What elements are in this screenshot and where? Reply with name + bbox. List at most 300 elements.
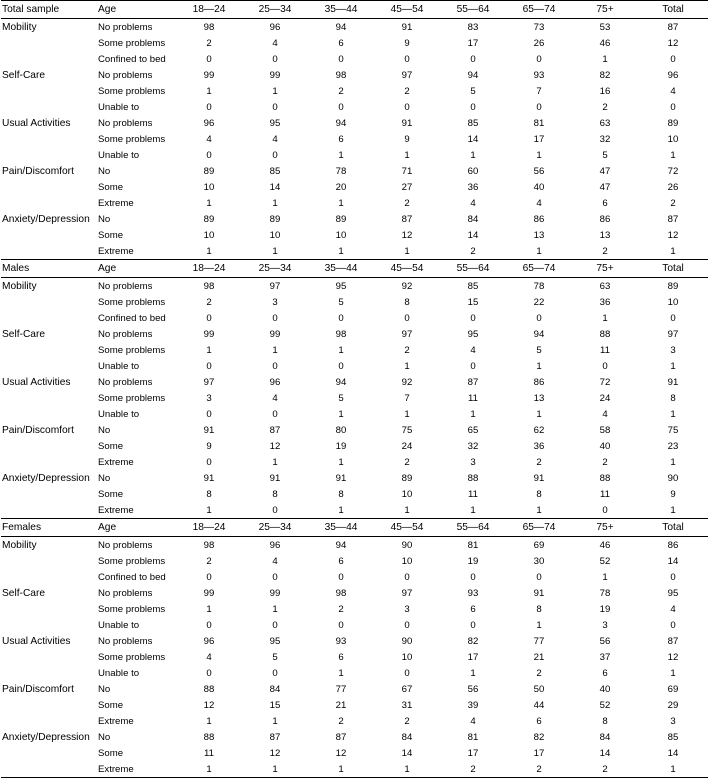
value-cell: 5 [536, 344, 542, 356]
table-row [1, 195, 708, 211]
value-cell: 1 [404, 408, 410, 420]
value-cell: 60 [467, 165, 479, 177]
value-cell: 0 [272, 53, 278, 65]
value-cell: 0 [470, 101, 476, 113]
value-cell: 0 [470, 312, 476, 324]
value-cell: 3 [670, 715, 676, 727]
value-cell: 98 [203, 21, 215, 33]
value-cell: 0 [272, 360, 278, 372]
value-cell: 21 [533, 651, 545, 663]
value-cell: 0 [338, 101, 344, 113]
level-label: No [98, 472, 111, 484]
value-cell: 4 [670, 85, 676, 97]
value-cell: 11 [600, 344, 610, 356]
value-cell: 20 [335, 181, 347, 193]
value-cell: 63 [599, 280, 611, 292]
value-cell: 2 [670, 197, 676, 209]
value-cell: 5 [338, 392, 344, 404]
value-cell: 0 [536, 312, 542, 324]
value-cell: 2 [536, 763, 542, 775]
table-row [1, 227, 708, 243]
value-cell: 88 [467, 472, 479, 484]
value-cell: 10 [203, 229, 215, 241]
value-cell: 0 [470, 53, 476, 65]
table-row [1, 633, 708, 649]
dimension-label: Anxiety/Depression [2, 472, 90, 484]
value-cell: 1 [404, 763, 410, 775]
value-cell: 1 [272, 603, 278, 615]
level-label: Some [98, 699, 124, 711]
value-cell: 7 [404, 392, 410, 404]
value-cell: 95 [269, 635, 281, 647]
value-cell: 75 [401, 424, 413, 436]
value-cell: 0 [404, 312, 410, 324]
column-header: 55—64 [456, 263, 490, 274]
value-cell: 4 [272, 392, 278, 404]
value-cell: 3 [602, 619, 608, 631]
value-cell: 1 [470, 408, 476, 420]
value-cell: 96 [269, 539, 281, 551]
value-cell: 4 [206, 133, 212, 145]
value-cell: 0 [338, 360, 344, 372]
table-row [1, 179, 708, 195]
dimension-label: Usual Activities [2, 635, 71, 647]
value-cell: 90 [401, 539, 413, 551]
column-header: 75+ [596, 263, 614, 274]
value-cell: 56 [467, 683, 479, 695]
column-header: Total [662, 522, 684, 533]
value-cell: 96 [667, 69, 679, 81]
value-cell: 88 [599, 328, 611, 340]
dimension-label: Pain/Discomfort [2, 165, 74, 177]
value-cell: 7 [536, 85, 542, 97]
value-cell: 82 [467, 635, 479, 647]
value-cell: 13 [533, 229, 545, 241]
value-cell: 91 [533, 587, 545, 599]
value-cell: 15 [467, 296, 479, 308]
value-cell: 4 [470, 715, 476, 727]
level-label: Extreme [98, 504, 134, 516]
dimension-label: Mobility [2, 539, 37, 551]
value-cell: 2 [404, 456, 410, 468]
level-label: Some problems [98, 555, 166, 567]
table-row [1, 147, 708, 163]
value-cell: 81 [533, 117, 545, 129]
value-cell: 2 [536, 456, 542, 468]
value-cell: 6 [602, 197, 608, 209]
value-cell: 1 [206, 715, 212, 727]
value-cell: 99 [269, 69, 281, 81]
value-cell: 0 [272, 149, 278, 161]
table-row [1, 35, 708, 51]
value-cell: 0 [536, 101, 542, 113]
level-label: Confined to bed [98, 53, 166, 65]
level-label: Some problems [98, 37, 166, 49]
table-row [1, 729, 708, 745]
level-label: Some problems [98, 133, 166, 145]
value-cell: 78 [533, 280, 545, 292]
value-cell: 12 [269, 440, 281, 452]
value-cell: 1 [272, 715, 278, 727]
value-cell: 94 [335, 539, 347, 551]
level-label: Some [98, 229, 124, 241]
value-cell: 88 [203, 683, 215, 695]
value-cell: 14 [401, 747, 413, 759]
level-label: Confined to bed [98, 571, 166, 583]
value-cell: 40 [599, 440, 611, 452]
level-label: Some [98, 488, 124, 500]
value-cell: 11 [204, 747, 214, 759]
section-header-row [1, 1, 708, 19]
value-cell: 98 [203, 280, 215, 292]
value-cell: 1 [338, 667, 344, 679]
value-cell: 0 [272, 101, 278, 113]
value-cell: 1 [670, 667, 676, 679]
value-cell: 19 [599, 603, 611, 615]
table-row [1, 422, 708, 438]
value-cell: 1 [670, 149, 676, 161]
value-cell: 0 [536, 53, 542, 65]
section-title: Males [2, 263, 30, 274]
value-cell: 91 [203, 472, 215, 484]
table-row [1, 19, 708, 35]
value-cell: 1 [338, 197, 344, 209]
table-row [1, 601, 708, 617]
value-cell: 47 [599, 165, 611, 177]
level-label: Extreme [98, 197, 134, 209]
value-cell: 0 [272, 571, 278, 583]
value-cell: 97 [401, 69, 413, 81]
level-label: No problems [98, 328, 153, 340]
dimension-label: Anxiety/Depression [2, 731, 90, 743]
value-cell: 69 [667, 683, 679, 695]
table-row [1, 163, 708, 179]
value-cell: 8 [404, 296, 410, 308]
table-row [1, 649, 708, 665]
value-cell: 89 [203, 213, 215, 225]
value-cell: 3 [470, 456, 476, 468]
value-cell: 86 [533, 376, 545, 388]
value-cell: 97 [269, 280, 281, 292]
value-cell: 0 [338, 53, 344, 65]
value-cell: 94 [335, 117, 347, 129]
value-cell: 0 [404, 101, 410, 113]
table-row [1, 406, 708, 422]
value-cell: 2 [404, 715, 410, 727]
value-cell: 1 [602, 571, 608, 583]
value-cell: 92 [401, 376, 413, 388]
value-cell: 0 [602, 504, 608, 516]
level-label: No problems [98, 376, 153, 388]
value-cell: 85 [269, 165, 281, 177]
value-cell: 6 [602, 667, 608, 679]
value-cell: 96 [203, 635, 215, 647]
value-cell: 0 [206, 571, 212, 583]
value-cell: 14 [667, 747, 679, 759]
value-cell: 0 [670, 101, 676, 113]
value-cell: 14 [467, 133, 479, 145]
value-cell: 1 [272, 85, 278, 97]
value-cell: 99 [203, 328, 215, 340]
level-label: Confined to bed [98, 312, 166, 324]
column-header: 45—54 [390, 522, 424, 533]
table-row [1, 211, 708, 227]
age-header: Age [98, 263, 117, 274]
section-total-sample [1, 0, 708, 259]
value-cell: 91 [401, 21, 413, 33]
value-cell: 4 [206, 651, 212, 663]
value-cell: 1 [470, 149, 476, 161]
value-cell: 47 [599, 181, 611, 193]
value-cell: 5 [470, 85, 476, 97]
value-cell: 89 [667, 117, 679, 129]
value-cell: 98 [203, 539, 215, 551]
value-cell: 0 [206, 149, 212, 161]
level-label: Unable to [98, 408, 140, 420]
table-row [1, 697, 708, 713]
value-cell: 1 [338, 245, 344, 257]
value-cell: 4 [670, 603, 676, 615]
value-cell: 1 [272, 456, 278, 468]
value-cell: 8 [206, 488, 212, 500]
table-row [1, 569, 708, 585]
value-cell: 1 [470, 504, 476, 516]
value-cell: 1 [404, 245, 410, 257]
value-cell: 2 [404, 85, 410, 97]
value-cell: 84 [269, 683, 281, 695]
value-cell: 32 [599, 133, 611, 145]
value-cell: 87 [401, 213, 413, 225]
level-label: Extreme [98, 245, 134, 257]
table-row [1, 617, 708, 633]
value-cell: 12 [203, 699, 215, 711]
table-row [1, 537, 708, 553]
table-row [1, 585, 708, 601]
value-cell: 10 [667, 296, 679, 308]
value-cell: 13 [533, 392, 545, 404]
column-header: 65—74 [522, 4, 556, 15]
value-cell: 3 [272, 296, 278, 308]
value-cell: 78 [335, 165, 347, 177]
value-cell: 24 [599, 392, 611, 404]
value-cell: 39 [467, 699, 479, 711]
section-males [1, 259, 708, 518]
table-row [1, 278, 708, 294]
value-cell: 77 [533, 635, 545, 647]
value-cell: 29 [667, 699, 679, 711]
value-cell: 36 [533, 440, 545, 452]
value-cell: 99 [269, 328, 281, 340]
column-header: 45—54 [390, 263, 424, 274]
value-cell: 6 [470, 603, 476, 615]
value-cell: 12 [335, 747, 347, 759]
table-row [1, 131, 708, 147]
level-label: Unable to [98, 619, 140, 631]
value-cell: 6 [338, 651, 344, 663]
column-header: 35—44 [324, 263, 358, 274]
value-cell: 0 [404, 619, 410, 631]
value-cell: 12 [667, 37, 679, 49]
value-cell: 95 [467, 328, 479, 340]
value-cell: 1 [338, 456, 344, 468]
value-cell: 97 [401, 328, 413, 340]
value-cell: 2 [470, 245, 476, 257]
value-cell: 13 [599, 229, 611, 241]
value-cell: 65 [467, 424, 479, 436]
value-cell: 2 [602, 101, 608, 113]
table-row [1, 713, 708, 729]
value-cell: 97 [401, 587, 413, 599]
value-cell: 1 [536, 245, 542, 257]
value-cell: 0 [338, 571, 344, 583]
value-cell: 32 [467, 440, 479, 452]
value-cell: 1 [338, 763, 344, 775]
value-cell: 9 [206, 440, 212, 452]
value-cell: 40 [599, 683, 611, 695]
value-cell: 53 [599, 21, 611, 33]
value-cell: 0 [272, 504, 278, 516]
value-cell: 1 [536, 504, 542, 516]
value-cell: 84 [599, 731, 611, 743]
value-cell: 8 [536, 488, 542, 500]
value-cell: 0 [206, 312, 212, 324]
value-cell: 9 [404, 133, 410, 145]
table-row [1, 438, 708, 454]
value-cell: 72 [667, 165, 679, 177]
value-cell: 85 [467, 117, 479, 129]
value-cell: 1 [206, 504, 212, 516]
value-cell: 0 [670, 53, 676, 65]
value-cell: 0 [670, 571, 676, 583]
value-cell: 4 [470, 197, 476, 209]
dimension-label: Anxiety/Depression [2, 213, 90, 225]
section-females [1, 518, 708, 778]
value-cell: 2 [338, 603, 344, 615]
value-cell: 12 [667, 651, 679, 663]
value-cell: 2 [404, 344, 410, 356]
level-label: Some problems [98, 296, 166, 308]
table-row [1, 115, 708, 131]
value-cell: 10 [335, 229, 347, 241]
value-cell: 1 [272, 344, 278, 356]
value-cell: 98 [335, 69, 347, 81]
table-row [1, 326, 708, 342]
value-cell: 5 [602, 149, 608, 161]
value-cell: 91 [533, 472, 545, 484]
value-cell: 2 [602, 245, 608, 257]
value-cell: 50 [533, 683, 545, 695]
value-cell: 52 [599, 699, 611, 711]
value-cell: 98 [335, 587, 347, 599]
value-cell: 94 [533, 328, 545, 340]
eq5d-table [1, 0, 708, 778]
value-cell: 1 [536, 619, 542, 631]
value-cell: 8 [536, 603, 542, 615]
column-header: 35—44 [324, 4, 358, 15]
value-cell: 69 [533, 539, 545, 551]
value-cell: 17 [467, 651, 479, 663]
table-row [1, 553, 708, 569]
value-cell: 31 [401, 699, 413, 711]
value-cell: 3 [206, 392, 212, 404]
section-title: Females [2, 522, 42, 533]
value-cell: 0 [470, 619, 476, 631]
value-cell: 11 [468, 392, 478, 404]
value-cell: 0 [272, 408, 278, 420]
value-cell: 2 [206, 555, 212, 567]
value-cell: 95 [335, 280, 347, 292]
dimension-label: Self-Care [2, 587, 46, 599]
value-cell: 75 [667, 424, 679, 436]
value-cell: 56 [533, 165, 545, 177]
value-cell: 14 [599, 747, 611, 759]
value-cell: 86 [599, 213, 611, 225]
value-cell: 17 [467, 37, 479, 49]
section-title: Total sample [2, 4, 60, 15]
value-cell: 0 [206, 667, 212, 679]
value-cell: 89 [269, 213, 281, 225]
value-cell: 2 [206, 296, 212, 308]
value-cell: 94 [335, 376, 347, 388]
value-cell: 85 [467, 280, 479, 292]
value-cell: 1 [536, 360, 542, 372]
section-header-row [1, 519, 708, 537]
value-cell: 2 [470, 763, 476, 775]
level-label: Some [98, 181, 124, 193]
value-cell: 6 [536, 715, 542, 727]
value-cell: 89 [401, 472, 413, 484]
dimension-label: Self-Care [2, 328, 46, 340]
value-cell: 0 [272, 667, 278, 679]
value-cell: 90 [401, 635, 413, 647]
value-cell: 82 [533, 731, 545, 743]
value-cell: 91 [667, 376, 679, 388]
value-cell: 26 [667, 181, 679, 193]
value-cell: 16 [599, 85, 611, 97]
value-cell: 98 [335, 328, 347, 340]
age-header: Age [98, 4, 117, 15]
value-cell: 8 [602, 715, 608, 727]
column-header: 55—64 [456, 522, 490, 533]
value-cell: 97 [667, 328, 679, 340]
value-cell: 9 [670, 488, 676, 500]
value-cell: 17 [467, 747, 479, 759]
age-header: Age [98, 522, 117, 533]
level-label: Some problems [98, 603, 166, 615]
column-header: 75+ [596, 4, 614, 15]
value-cell: 0 [206, 53, 212, 65]
table-row [1, 374, 708, 390]
value-cell: 10 [269, 229, 281, 241]
table-row [1, 342, 708, 358]
value-cell: 4 [602, 408, 608, 420]
value-cell: 2 [404, 197, 410, 209]
column-header: 35—44 [324, 522, 358, 533]
level-label: Some problems [98, 651, 166, 663]
value-cell: 10 [401, 651, 413, 663]
value-cell: 2 [338, 715, 344, 727]
value-cell: 12 [269, 747, 281, 759]
value-cell: 1 [206, 763, 212, 775]
column-header: 65—74 [522, 522, 556, 533]
value-cell: 91 [203, 424, 215, 436]
level-label: Extreme [98, 456, 134, 468]
dimension-label: Mobility [2, 280, 37, 292]
value-cell: 96 [203, 117, 215, 129]
table-row [1, 294, 708, 310]
level-label: Unable to [98, 101, 140, 113]
value-cell: 4 [272, 133, 278, 145]
